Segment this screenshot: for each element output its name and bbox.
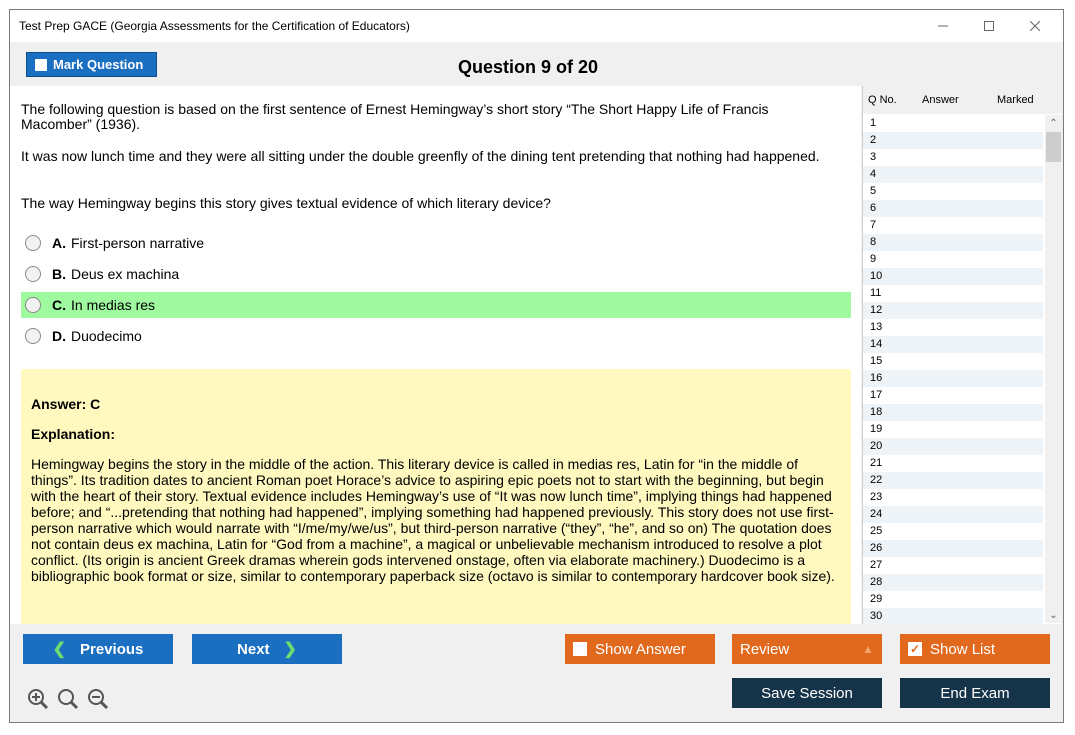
option-letter: C. xyxy=(52,297,66,313)
question-list-row[interactable]: 9 xyxy=(870,253,877,265)
explanation-label: Explanation: xyxy=(31,426,116,442)
question-list-row[interactable]: 27 xyxy=(870,559,883,571)
maximize-icon xyxy=(984,21,994,31)
checkbox-icon xyxy=(573,642,587,656)
question-list-row[interactable]: 3 xyxy=(870,151,877,163)
question-list-row[interactable]: 26 xyxy=(863,540,1043,557)
question-list-row[interactable]: 25 xyxy=(870,525,883,537)
app-window xyxy=(9,9,1064,723)
mark-question-label: Mark Question xyxy=(53,57,144,72)
previous-label: Previous xyxy=(80,640,144,658)
question-list-row[interactable]: 30 xyxy=(863,608,1043,625)
zoom-out-icon[interactable] xyxy=(87,688,109,710)
question-list-row[interactable]: 14 xyxy=(863,336,1043,353)
question-list-row[interactable]: 16 xyxy=(863,370,1043,387)
show-list-button[interactable] xyxy=(900,634,1050,664)
question-list-row[interactable]: 10 xyxy=(863,268,1043,285)
question-list-row[interactable]: 2 xyxy=(863,132,1043,149)
question-list-row[interactable]: 20 xyxy=(863,438,1043,455)
question-list-row[interactable]: 21 xyxy=(870,457,883,469)
question-list-row[interactable]: 11 xyxy=(870,287,882,299)
question-list xyxy=(863,115,1043,625)
show-answer-button[interactable] xyxy=(565,634,715,664)
radio-button[interactable] xyxy=(25,266,41,282)
end-exam-button[interactable] xyxy=(900,678,1050,708)
option-d[interactable] xyxy=(21,323,851,349)
checkbox-icon xyxy=(35,59,47,71)
question-list-row[interactable]: 28 xyxy=(863,574,1043,591)
explanation-text: Hemingway begins the story in the middle of the action. This literary device is called in medias res, Latin for “in the middle of things”. Its tradition dates to ancient Roman poet Horace’s advice to aspiring epic poets not to start with the beginning, but begin with the heart of their story. Textual evidence includes Hemingway’s use of “It was now lunch time”, implying things had happened before; and “...pretending that nothing had happened”, implying something had happened previously. This story does not use first-person narrative which would narrate with “I/me/my/we/us”, but third-person narrative (“they”, “he”, and so on) The quotation does not contain deus ex machina, Latin for “God from a machine”, a magical or unbelievable mechanism introduced to resolve a plot conflict. (Its origin is ancient Greek dramas wherein gods intervened onstage, often via elaborate machinery.) Duodecimo is a bibliographic book format or size, similar to contemporary paperback size (octavo is similar to contemporary hardcover book size). xyxy=(31,456,835,584)
question-panel xyxy=(10,86,861,624)
option-text: Duodecimo xyxy=(71,328,142,344)
checkmark-icon: ✓ xyxy=(909,642,921,656)
close-icon xyxy=(1030,21,1040,31)
question-counter: Question 9 of 20 xyxy=(458,57,599,77)
question-list-row[interactable]: 23 xyxy=(870,491,883,503)
save-session-button[interactable] xyxy=(732,678,882,708)
answer-column-header: Answer xyxy=(922,94,959,106)
question-list-row[interactable]: 19 xyxy=(870,423,883,435)
minimize-icon xyxy=(938,21,948,31)
close-button[interactable] xyxy=(1012,14,1058,38)
mark-question-button[interactable] xyxy=(26,52,157,77)
chevron-up-icon: ▲ xyxy=(862,642,874,656)
radio-button[interactable] xyxy=(25,235,41,251)
scrollbar-thumb[interactable] xyxy=(1046,132,1061,162)
radio-button[interactable] xyxy=(25,328,41,344)
question-list-header xyxy=(863,86,1062,114)
question-list-row[interactable]: 12 xyxy=(863,302,1043,319)
marked-column-header: Marked xyxy=(997,94,1034,106)
review-label: Review xyxy=(740,640,790,658)
question-list-row[interactable]: 5 xyxy=(870,185,877,197)
question-list-row[interactable]: 24 xyxy=(863,506,1043,523)
next-label: Next xyxy=(237,640,270,658)
option-c[interactable] xyxy=(21,292,851,318)
radio-button[interactable] xyxy=(25,297,41,313)
question-prompt: The way Hemingway begins this story gives textual evidence of which literary device? xyxy=(21,195,551,211)
option-letter: B. xyxy=(52,266,66,282)
chevron-down-icon[interactable]: ⌄ xyxy=(1049,609,1058,621)
next-button[interactable] xyxy=(192,634,342,664)
show-list-label: Show List xyxy=(930,640,996,658)
question-list-row[interactable]: 29 xyxy=(870,593,883,605)
option-text: First-person narrative xyxy=(71,235,205,251)
question-quote: It was now lunch time and they were all sitting under the double greenfly of the dining tent pretending that nothing had happened. xyxy=(21,148,820,164)
question-list-scrollbar[interactable] xyxy=(1045,115,1062,623)
question-list-row[interactable]: 1 xyxy=(870,117,877,129)
end-exam-label: End Exam xyxy=(940,684,1010,702)
chevron-up-icon[interactable]: ⌃ xyxy=(1049,117,1058,129)
previous-button[interactable] xyxy=(23,634,173,664)
question-list-row[interactable]: 13 xyxy=(870,321,883,333)
zoom-in-icon[interactable] xyxy=(27,688,49,710)
question-list-row[interactable]: 6 xyxy=(863,200,1043,217)
option-text: Deus ex machina xyxy=(71,266,180,282)
question-list-row[interactable]: 15 xyxy=(870,355,883,367)
option-b[interactable] xyxy=(21,261,851,287)
search-icon[interactable] xyxy=(57,688,79,710)
title-bar xyxy=(10,10,1063,42)
minimize-button[interactable] xyxy=(920,14,966,38)
option-letter: A. xyxy=(52,235,66,251)
question-list-panel xyxy=(862,86,1062,624)
answer-label: Answer: C xyxy=(31,396,101,412)
review-dropdown[interactable] xyxy=(732,634,882,664)
chevron-left-icon: ❮ xyxy=(52,641,67,658)
option-a[interactable] xyxy=(21,230,851,256)
option-letter: D. xyxy=(52,328,66,344)
show-answer-label: Show Answer xyxy=(595,640,686,658)
question-intro: The following question is based on the first sentence of Ernest Hemingway’s short story “The Short Happy Life of Francis Macomber” (1936). xyxy=(21,101,769,132)
save-session-label: Save Session xyxy=(761,684,853,702)
question-list-row[interactable]: 4 xyxy=(863,166,1043,183)
question-list-row[interactable]: 22 xyxy=(863,472,1043,489)
chevron-right-icon: ❯ xyxy=(283,641,297,658)
option-text: In medias res xyxy=(71,297,156,313)
question-list-row[interactable]: 18 xyxy=(863,404,1043,421)
qno-column-header: Q No. xyxy=(868,94,897,106)
maximize-button[interactable] xyxy=(966,14,1012,38)
answer-explanation-box xyxy=(21,369,851,624)
question-list-row[interactable]: 17 xyxy=(870,389,883,401)
window-title: Test Prep GACE (Georgia Assessments for the Certification of Educators) xyxy=(19,19,410,33)
question-list-row[interactable]: 7 xyxy=(870,219,877,231)
question-list-row[interactable]: 8 xyxy=(863,234,1043,251)
